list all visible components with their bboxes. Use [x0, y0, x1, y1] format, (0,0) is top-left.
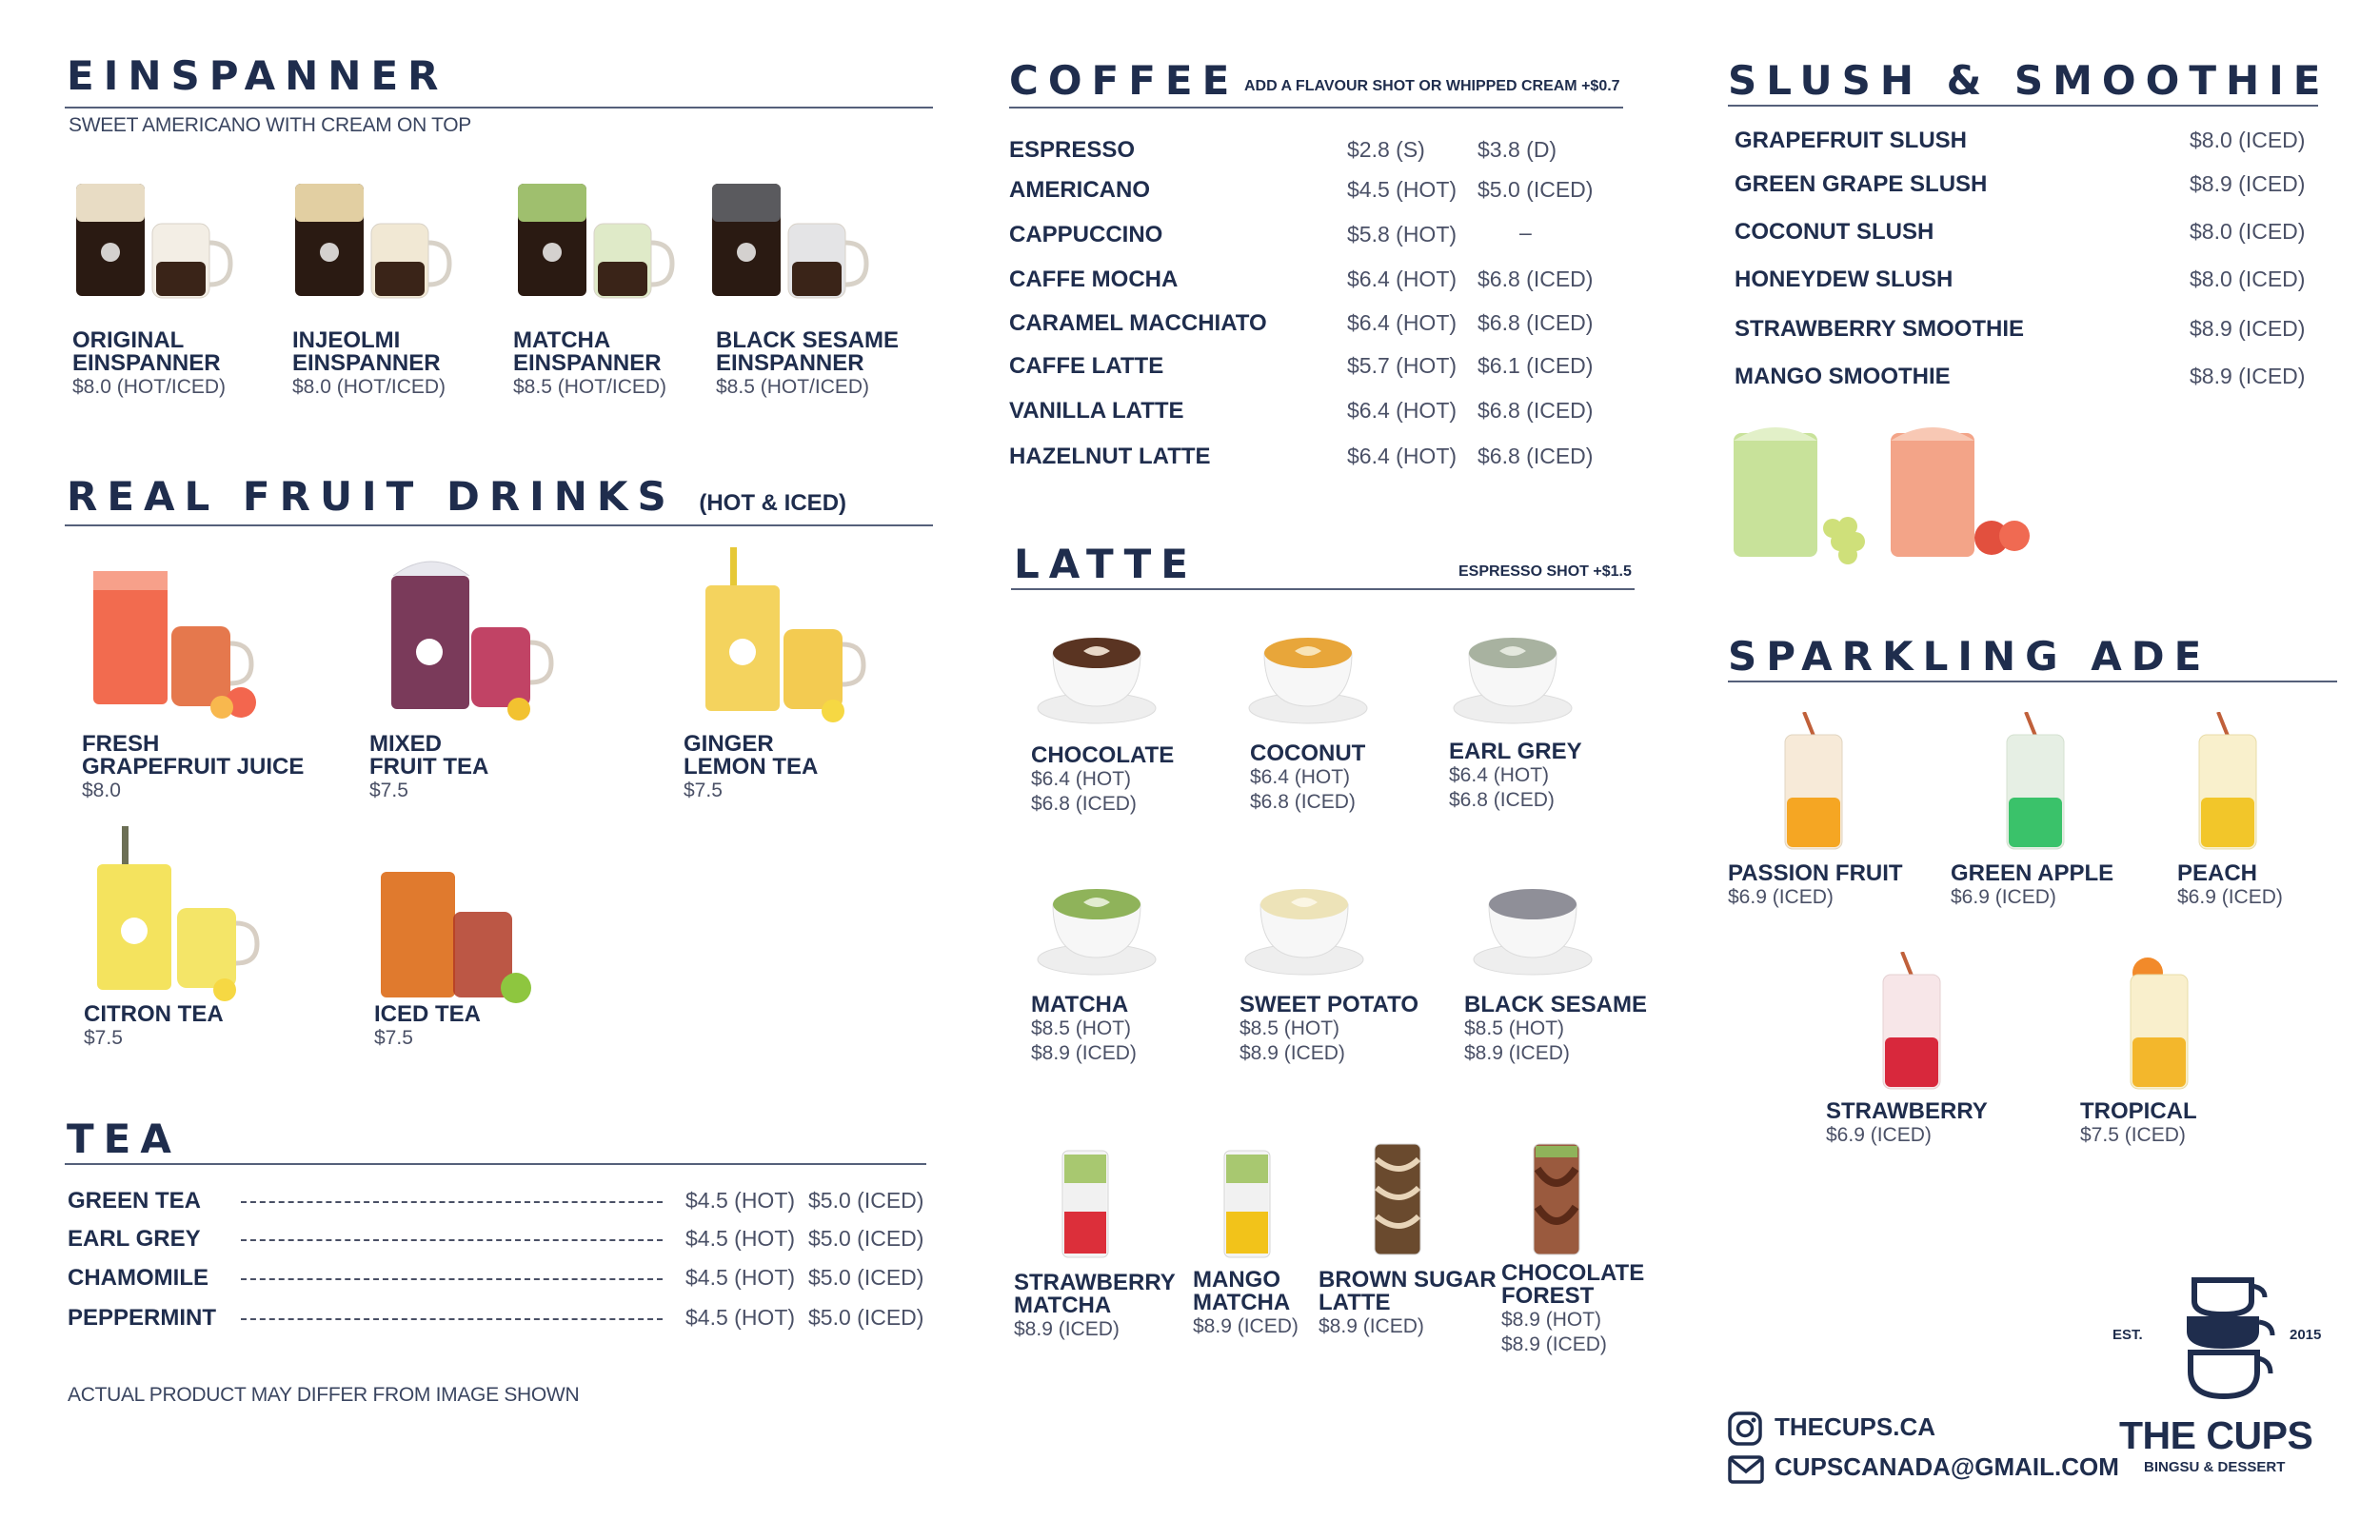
item-name: MATCHA — [1031, 992, 1129, 1017]
item-name: CITRON TEA — [84, 1001, 224, 1027]
item-price: $8.9 (HOT) $8.9 (ICED) — [1501, 1309, 1607, 1355]
tea-price-iced: $5.0 (ICED) — [808, 1265, 924, 1290]
mail-icon — [1727, 1453, 1765, 1486]
tea-name: GREEN TEA — [68, 1188, 202, 1214]
slush-name: HONEYDEW SLUSH — [1735, 267, 1954, 292]
coffee-note: ADD A FLAVOUR SHOT OR WHIPPED CREAM +$0.7 — [1244, 78, 1620, 94]
latte-cup-sweet-potato — [1243, 876, 1377, 980]
item-name: MIXED FRUIT TEA — [369, 731, 489, 780]
item-price: $6.4 (HOT) $6.8 (ICED) — [1031, 768, 1137, 815]
coffee-name: CAFFE LATTE — [1009, 353, 1164, 379]
drink-image-citron-tea — [84, 826, 265, 1002]
coffee-price-1: $6.4 (HOT) — [1347, 444, 1458, 468]
section-title-einspanner: EINSPANNER — [67, 52, 448, 99]
instagram-handle[interactable]: THECUPS.CA — [1775, 1412, 1936, 1441]
menu-item-passion-fruit-ade — [1728, 862, 1903, 910]
item-name: ORIGINAL EINSPANNER — [72, 327, 221, 376]
item-name: INJEOLMI EINSPANNER — [292, 327, 441, 376]
item-price: $7.5 — [369, 780, 408, 801]
coffee-price-2: $5.0 (ICED) — [1478, 177, 1594, 202]
item-price: $8.9 (ICED) — [1014, 1318, 1120, 1340]
brand-name: THE CUPS — [2119, 1413, 2313, 1457]
item-name: CHOCOLATE — [1031, 742, 1175, 768]
brand-tagline: BINGSU & DESSERT — [2144, 1459, 2286, 1475]
drink-image-matcha-einspanner — [510, 176, 682, 309]
drink-image-black-sesame-einspanner — [704, 176, 876, 309]
slush-name: MANGO SMOOTHIE — [1735, 364, 1951, 389]
item-price: $6.9 (ICED) — [1826, 1124, 1932, 1146]
coffee-price-1: $2.8 (S) — [1347, 137, 1425, 162]
drink-image-peach-ade — [2190, 712, 2266, 855]
item-name: BLACK SESAME — [1464, 992, 1648, 1017]
item-price: $8.9 (ICED) — [1319, 1315, 1424, 1337]
item-price: $6.4 (HOT) $6.8 (ICED) — [1250, 766, 1356, 813]
item-price: $8.5 (HOT) $8.9 (ICED) — [1031, 1017, 1137, 1064]
item-price: $8.5 (HOT) $8.9 (ICED) — [1240, 1017, 1345, 1064]
item-name: CHOCOLATE FOREST — [1501, 1260, 1645, 1309]
slush-name: COCONUT SLUSH — [1735, 219, 1934, 245]
dotted-leader — [241, 1278, 663, 1280]
item-price: $6.9 (ICED) — [1728, 886, 1834, 908]
item-price: $8.5 (HOT) $8.9 (ICED) — [1464, 1017, 1570, 1064]
menu-item-earl-grey-latte — [1449, 740, 1582, 813]
drink-image-green-grape-slush — [1728, 414, 1880, 566]
coffee-price-1: $5.7 (HOT) — [1347, 353, 1458, 378]
slush-price: $8.9 (ICED) — [2190, 364, 2306, 388]
tea-price-iced: $5.0 (ICED) — [808, 1226, 924, 1251]
item-price: $6.9 (ICED) — [2177, 886, 2283, 908]
item-name: MATCHA EINSPANNER — [513, 327, 662, 376]
coffee-name: HAZELNUT LATTE — [1009, 444, 1211, 469]
tea-price-hot: $4.5 (HOT) — [685, 1226, 796, 1251]
menu-item-sweet-potato-latte — [1240, 994, 1418, 1066]
tea-price-iced: $5.0 (ICED) — [808, 1305, 924, 1330]
drink-image-strawberry-matcha — [1057, 1147, 1114, 1261]
tea-price-iced: $5.0 (ICED) — [808, 1188, 924, 1213]
brand-year: 2015 — [2290, 1327, 2322, 1343]
menu-item-injeolmi-einspanner — [292, 329, 446, 400]
coffee-price-2: $6.8 (ICED) — [1478, 310, 1594, 335]
coffee-name: CAFFE MOCHA — [1009, 267, 1179, 292]
latte-note: ESPRESSO SHOT +$1.5 — [1458, 563, 1632, 580]
dotted-leader — [241, 1239, 663, 1241]
tea-price-hot: $4.5 (HOT) — [685, 1305, 796, 1330]
coffee-name: CARAMEL MACCHIATO — [1009, 310, 1267, 336]
latte-cup-chocolate — [1036, 624, 1169, 729]
item-name: COCONUT — [1250, 740, 1366, 766]
item-name: ICED TEA — [374, 1001, 482, 1027]
slush-name: STRAWBERRY SMOOTHIE — [1735, 316, 2025, 342]
slush-price: $8.0 (ICED) — [2190, 267, 2306, 291]
coffee-price-1: $6.4 (HOT) — [1347, 310, 1458, 335]
drink-image-mango-matcha — [1219, 1147, 1276, 1261]
section-title-tea: TEA — [67, 1116, 181, 1162]
latte-cup-coconut — [1247, 624, 1380, 729]
coffee-price-1: $5.8 (HOT) — [1347, 222, 1458, 247]
menu-item-strawberry-ade — [1826, 1100, 1988, 1148]
menu-item-matcha-latte — [1031, 994, 1137, 1066]
drink-image-original-einspanner — [69, 176, 240, 309]
menu-item-matcha-einspanner — [513, 329, 666, 400]
menu-item-strawberry-matcha — [1014, 1272, 1176, 1342]
menu-item-green-apple-ade — [1951, 862, 2113, 910]
instagram-icon — [1727, 1411, 1763, 1447]
coffee-name: ESPRESSO — [1009, 137, 1136, 163]
divider — [65, 1163, 926, 1165]
coffee-price-2: $6.8 (ICED) — [1478, 267, 1594, 291]
menu-item-ginger-lemon-tea — [684, 733, 818, 803]
item-name: SWEET POTATO — [1240, 992, 1419, 1017]
item-price: $8.0 (HOT/ICED) — [292, 376, 446, 398]
menu-item-chocolate-latte — [1031, 744, 1174, 817]
drink-image-mixed-fruit-tea — [376, 547, 557, 723]
email-address[interactable]: CUPSCANADA@GMAIL.COM — [1775, 1452, 2119, 1481]
coffee-price-2: $6.8 (ICED) — [1478, 444, 1594, 468]
tea-price-hot: $4.5 (HOT) — [685, 1265, 796, 1290]
menu-item-chocolate-forest — [1501, 1262, 1644, 1357]
item-price: $6.9 (ICED) — [1951, 886, 2056, 908]
divider — [1728, 105, 2318, 107]
item-name: GINGER LEMON TEA — [684, 731, 819, 780]
menu-item-iced-tea — [374, 1003, 481, 1051]
drink-image-tropical-ade — [2121, 952, 2197, 1095]
section-title-coffee: COFFEE — [1009, 57, 1240, 104]
coffee-price-2: – — [1519, 220, 1532, 245]
menu-item-original-einspanner — [72, 329, 226, 400]
menu-item-grapefruit-juice — [82, 733, 304, 803]
item-price: $8.0 — [82, 780, 121, 801]
divider — [1011, 588, 1635, 590]
menu-item-mixed-fruit-tea — [369, 733, 488, 803]
menu-item-brown-sugar-latte — [1319, 1269, 1497, 1339]
menu-item-black-sesame-einspanner — [716, 329, 899, 400]
drink-image-ginger-lemon-tea — [690, 547, 871, 723]
drink-image-chocolate-forest — [1528, 1140, 1585, 1259]
section-title-ade: SPARKLING ADE — [1728, 633, 2211, 680]
coffee-name: VANILLA LATTE — [1009, 398, 1184, 424]
coffee-price-1: $6.4 (HOT) — [1347, 398, 1458, 423]
drink-image-brown-sugar-latte — [1369, 1140, 1426, 1259]
tea-name: EARL GREY — [68, 1226, 201, 1252]
coffee-name: CAPPUCCINO — [1009, 222, 1163, 247]
item-name: TROPICAL — [2080, 1098, 2197, 1124]
menu-item-black-sesame-latte — [1464, 994, 1647, 1066]
divider — [1728, 681, 2337, 682]
einspanner-subtitle: SWEET AMERICANO WITH CREAM ON TOP — [69, 114, 471, 136]
coffee-price-2: $6.1 (ICED) — [1478, 353, 1594, 378]
divider — [1009, 107, 1623, 109]
divider — [65, 524, 933, 526]
item-price: $7.5 (ICED) — [2080, 1124, 2186, 1146]
fruit-title-note: (HOT & ICED) — [699, 490, 847, 516]
brand-est: EST. — [2112, 1327, 2143, 1343]
item-name: PASSION FRUIT — [1728, 860, 1903, 886]
dotted-leader — [241, 1318, 663, 1320]
item-name: BLACK SESAME EINSPANNER — [716, 327, 900, 376]
item-name: GREEN APPLE — [1951, 860, 2114, 886]
menu-item-coconut-latte — [1250, 742, 1365, 815]
slush-price: $8.0 (ICED) — [2190, 128, 2306, 152]
item-price: $8.5 (HOT/ICED) — [513, 376, 667, 398]
section-title-slush: SLUSH & SMOOTHIE — [1728, 57, 2330, 104]
item-price: $7.5 — [84, 1027, 123, 1049]
drink-image-passion-fruit-ade — [1775, 712, 1852, 855]
item-name: STRAWBERRY — [1826, 1098, 1988, 1124]
fruit-title: REAL FRUIT DRINKS — [67, 473, 676, 520]
item-price: $7.5 — [684, 780, 723, 801]
latte-cup-earl-grey — [1452, 624, 1585, 729]
coffee-price-2: $3.8 (D) — [1478, 137, 1557, 162]
drink-image-grapefruit-juice — [84, 560, 265, 721]
slush-price: $8.9 (ICED) — [2190, 171, 2306, 196]
item-price: $8.0 (HOT/ICED) — [72, 376, 227, 398]
drink-image-strawberry-ade — [1874, 952, 1950, 1095]
item-name: BROWN SUGAR LATTE — [1319, 1267, 1497, 1315]
item-name: PEACH — [2177, 860, 2258, 886]
menu-item-citron-tea — [84, 1003, 224, 1051]
section-title-latte: LATTE — [1014, 541, 1198, 587]
tea-name: CHAMOMILE — [68, 1265, 208, 1291]
coffee-price-2: $6.8 (ICED) — [1478, 398, 1594, 423]
slush-name: GRAPEFRUIT SLUSH — [1735, 128, 1968, 153]
disclaimer: ACTUAL PRODUCT MAY DIFFER FROM IMAGE SHOWN — [68, 1384, 580, 1406]
brand-logo-icon — [2173, 1271, 2278, 1404]
item-name: STRAWBERRY MATCHA — [1014, 1270, 1176, 1318]
divider — [65, 107, 933, 109]
item-name: MANGO MATCHA — [1193, 1267, 1291, 1315]
tea-price-hot: $4.5 (HOT) — [685, 1188, 796, 1213]
latte-cup-matcha — [1036, 876, 1169, 980]
section-title-fruit — [67, 473, 846, 520]
item-price: $6.4 (HOT) $6.8 (ICED) — [1449, 764, 1555, 811]
dotted-leader — [241, 1201, 663, 1203]
drink-image-green-apple-ade — [1997, 712, 2073, 855]
menu-item-mango-matcha — [1193, 1269, 1299, 1339]
slush-price: $8.0 (ICED) — [2190, 219, 2306, 244]
slush-price: $8.9 (ICED) — [2190, 316, 2306, 341]
coffee-price-1: $6.4 (HOT) — [1347, 267, 1458, 291]
menu-item-peach-ade — [2177, 862, 2283, 910]
item-name: FRESH GRAPEFRUIT JUICE — [82, 731, 305, 780]
menu-item-tropical-ade — [2080, 1100, 2197, 1148]
slush-name: GREEN GRAPE SLUSH — [1735, 171, 1988, 197]
coffee-price-1: $4.5 (HOT) — [1347, 177, 1458, 202]
drink-image-injeolmi-einspanner — [288, 176, 459, 309]
item-price: $8.5 (HOT/ICED) — [716, 376, 870, 398]
item-name: EARL GREY — [1449, 739, 1582, 764]
latte-cup-black-sesame — [1472, 876, 1605, 980]
item-price: $7.5 — [374, 1027, 413, 1049]
tea-name: PEPPERMINT — [68, 1305, 217, 1331]
drink-image-grapefruit-slush — [1885, 414, 2037, 566]
coffee-name: AMERICANO — [1009, 177, 1150, 203]
drink-image-iced-tea — [373, 864, 545, 1007]
item-price: $8.9 (ICED) — [1193, 1315, 1299, 1337]
